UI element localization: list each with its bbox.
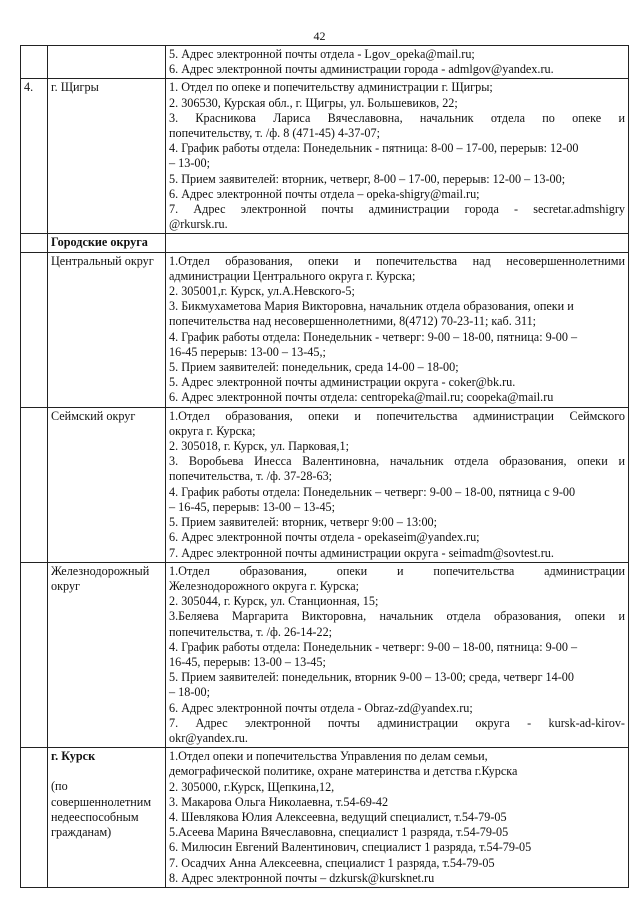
details-cell <box>166 748 629 888</box>
detail-line: 1.Отдел образования, опеки и попечительства администрации Сеймского <box>169 408 625 423</box>
district-name-line: г. Курск <box>51 749 96 764</box>
details-cell <box>166 234 629 252</box>
detail-line: – 18-00; <box>169 685 210 700</box>
detail-line: 16-45, перерыв: 13-00 – 13-45; <box>169 654 326 669</box>
row-number-cell <box>21 562 48 747</box>
district-name-cell: Центральный округ <box>48 252 166 407</box>
district-name-cell <box>48 748 166 888</box>
row-number-cell: 4. <box>21 79 48 234</box>
district-note-line: недееспособным <box>51 809 139 824</box>
detail-line: 7. Адрес электронной почты администрации округа - seimadm@sovtest.ru. <box>169 545 554 560</box>
detail-line: – 13-00; <box>169 156 210 171</box>
detail-line: 3. Макарова Ольга Николаевна, т.54-69-42 <box>169 794 389 809</box>
table-row-kursk <box>21 748 629 888</box>
district-name-line: округ <box>51 578 81 593</box>
details-cell <box>166 562 629 747</box>
detail-line: 4. Шевлякова Юлия Алексеевна, ведущий специалист, т.54-79-05 <box>169 809 507 824</box>
detail-line: 6. Адрес электронной почты отдела: centropeka@mail.ru; coopeka@mail.ru <box>169 390 554 405</box>
details-cell <box>166 46 629 79</box>
table-row-continuation <box>21 46 629 79</box>
detail-line: 6. Адрес электронной почты администрации города - admlgov@yandex.ru. <box>169 62 554 77</box>
detail-line: 2. 305018, г. Курск, ул. Парковая,1; <box>169 439 349 454</box>
detail-line: 4. График работы отдела: Понедельник - четверг: 9-00 – 18-00, пятница: 9-00 – <box>169 329 578 344</box>
details-cell <box>166 407 629 562</box>
detail-line: попечительства над несовершеннолетними, 8(4712) 70-23-11; каб. 311; <box>169 314 537 329</box>
detail-line: 5.Асеева Марина Вячеславовна, специалист 1 разряда, т.54-79-05 <box>169 825 509 840</box>
detail-line: 1. Отдел по опеке и попечительству администрации г. Щигры; <box>169 80 493 95</box>
row-number-cell <box>21 748 48 888</box>
detail-line: 2. 305044, г. Курск, ул. Станционная, 15; <box>169 594 379 609</box>
detail-line: okr@yandex.ru. <box>169 730 248 745</box>
detail-line: 4. График работы отдела: Понедельник - пятница: 8-00 – 17-00, перерыв: 12-00 <box>169 141 579 156</box>
page-number: 42 <box>313 29 326 43</box>
detail-line: 3. Воробьева Инесса Валентиновна, начальник отдела образования, опеки и <box>169 454 625 469</box>
table-row-zheleznodorozhny <box>21 562 629 747</box>
detail-line: 5. Прием заявителей: вторник, четверг 9:00 – 13:00; <box>169 515 438 530</box>
detail-line: попечительству, т. /ф. 8 (471-45) 4-37-07; <box>169 126 380 141</box>
detail-line: 7. Адрес электронной почты администрации округа - kursk-ad-kirov- <box>169 715 625 730</box>
detail-line: 1.Отдел образования, опеки и попечительства администрации <box>169 563 625 578</box>
detail-line: 1.Отдел опеки и попечительства Управления по делам семьи, <box>169 749 488 764</box>
table-row-section-header <box>21 234 629 252</box>
district-note-line: гражданам) <box>51 824 112 839</box>
detail-line: 5. Прием заявителей: понедельник, вторник 9-00 – 13-00; среда, четверг 14-00 <box>169 670 574 685</box>
detail-line: 1.Отдел образования, опеки и попечительства над несовершеннолетними <box>169 253 625 268</box>
detail-line: 16-45 перерыв: 13-00 – 13-45,; <box>169 344 326 359</box>
detail-line: 3.Беляева Маргарита Викторовна, начальник отдела образования, опеки и <box>169 609 625 624</box>
details-cell <box>166 79 629 234</box>
detail-line: демографической политике, охране материнства и детства г.Курска <box>169 764 518 779</box>
table-row-seym <box>21 407 629 562</box>
detail-line: 8. Адрес электронной почты – dzkursk@kursknet.ru <box>169 870 435 885</box>
detail-line: 4. График работы отдела: Понедельник - четверг: 9-00 – 18-00, пятница: 9-00 – <box>169 639 578 654</box>
detail-line: 6. Адрес электронной почты отдела – opeka-shigry@mail.ru; <box>169 186 480 201</box>
detail-line: @rkursk.ru. <box>169 217 228 232</box>
detail-line: администрации Центрального округа г. Курска; <box>169 268 416 283</box>
detail-line: 2. 306530, Курская обл., г. Щигры, ул. Большевиков, 22; <box>169 95 458 110</box>
district-note-line: (по <box>51 779 68 794</box>
district-name-cell: Сеймский округ <box>48 407 166 562</box>
detail-line: 5. Прием заявителей: понедельник, среда 14-00 – 18-00; <box>169 360 459 375</box>
district-name-line: Железнодорожный <box>51 563 150 578</box>
detail-line: 7. Адрес электронной почты администрации города - secretar.admshigry <box>169 202 625 217</box>
detail-line: 6. Адрес электронной почты отдела - Obraz-zd@yandex.ru; <box>169 700 473 715</box>
district-name-cell: г. Щигры <box>48 79 166 234</box>
table-row-central <box>21 252 629 407</box>
detail-line: 5. Прием заявителей: вторник, четверг, 8-00 – 17-00, перерыв: 12-00 – 13-00; <box>169 171 566 186</box>
district-note-line: совершеннолетним <box>51 794 152 809</box>
details-cell <box>166 252 629 407</box>
detail-line: 3. Красникова Лариса Вячеславовна, начальник отдела по опеке и <box>169 110 625 125</box>
detail-line: 5. Адрес электронной почты отдела - Lgov_opeka@mail.ru; <box>169 47 475 61</box>
detail-line: попечительства, т. /ф. 26-14-22; <box>169 624 333 639</box>
detail-line: 5. Адрес электронной почты администрации округа - coker@bk.ru. <box>169 375 516 390</box>
district-name-cell <box>48 46 166 79</box>
detail-line: 3. Бикмухаметова Мария Викторовна, начальник отдела образования, опеки и <box>169 299 574 314</box>
row-number-cell <box>21 252 48 407</box>
guardianship-contacts-table <box>20 45 629 888</box>
detail-line: 2. 305001,г. Курск, ул.А.Невского-5; <box>169 284 355 299</box>
detail-line: 4. График работы отдела: Понедельник – четверг: 9-00 – 18-00, пятница с 9-00 <box>169 484 576 499</box>
detail-line: попечительства, т. /ф. 37-28-63; <box>169 469 333 484</box>
detail-line: – 16-45, перерыв: 13-00 – 13-45; <box>169 499 336 514</box>
section-header: Городские округа <box>48 234 166 252</box>
detail-line: 2. 305000, г.Курск, Щепкина,12, <box>169 779 335 794</box>
district-name-cell <box>48 562 166 747</box>
row-number-cell <box>21 234 48 252</box>
table-row-shchigry <box>21 79 629 234</box>
detail-line: 6. Адрес электронной почты отдела - opekaseim@yandex.ru; <box>169 530 480 545</box>
detail-line: 6. Милюсин Евгений Валентинович, специалист 1 разряда, т.54-79-05 <box>169 840 532 855</box>
row-number-cell <box>21 46 48 79</box>
row-number-cell <box>21 407 48 562</box>
detail-line: округа г. Курска; <box>169 423 256 438</box>
detail-line: Железнодорожного округа г. Курска; <box>169 578 360 593</box>
detail-line: 7. Осадчих Анна Алексеевна, специалист 1 разряда, т.54-79-05 <box>169 855 495 870</box>
